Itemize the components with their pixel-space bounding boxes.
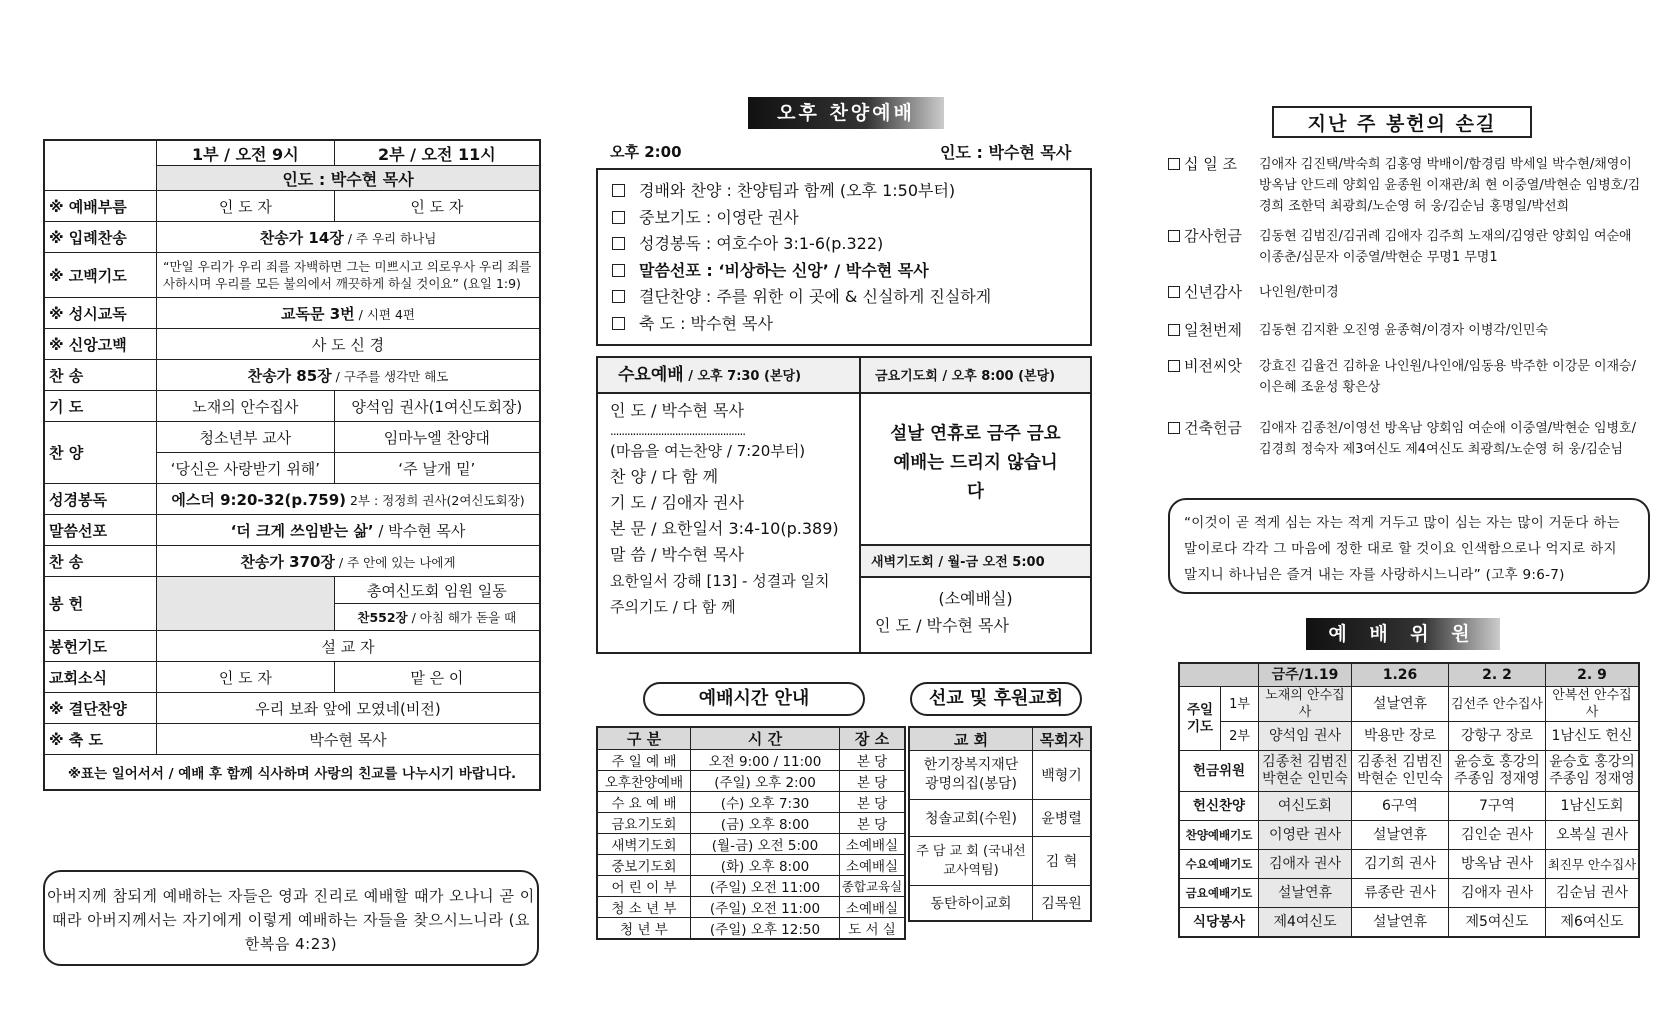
row-reading (44, 484, 540, 515)
cell: 소예배실 (840, 897, 906, 918)
afternoon-program (596, 168, 1092, 346)
cell (1545, 751, 1639, 792)
cell: ‘당신은 사랑받기 위해’ (157, 453, 335, 484)
row-label: 찬 송 (44, 360, 157, 391)
row-label: ※ 성시교독 (44, 298, 157, 329)
table-row (1179, 908, 1639, 938)
wednesday-title: 수요예배 (618, 365, 684, 385)
dawn-place: (소예배실) (938, 589, 1013, 608)
sermon-title: ‘더 크게 쓰임받는 삶’ (230, 521, 374, 540)
cell: 백형기 (1033, 751, 1092, 800)
checkbox-icon (1168, 360, 1180, 372)
cell (334, 604, 540, 631)
col-header: 장 소 (840, 727, 906, 750)
row-label: 봉헌기도 (44, 631, 157, 662)
row-label: 찬양예배기도 (1179, 821, 1258, 850)
reader: 2부 : 정정희 권사(2여신도회장) (345, 492, 525, 508)
cell: 방옥남 권사 (1448, 850, 1545, 879)
cell (1448, 751, 1545, 792)
offering-names: 김애자 김종천/이영선 방옥남 양회임 여순애 이중열/박현순 임병호/김경희 정숙자 제3여신도 제4여신도 최광희/노순영 허 웅/김순님 (1259, 421, 1636, 457)
date-header: 1.26 (1351, 663, 1448, 687)
mission-title: 선교 및 후원교회 (910, 682, 1082, 716)
program-text: 축 도 : 박수현 목사 (639, 313, 773, 333)
offering-row-building (1168, 418, 1648, 460)
cell: 청 소 년 부 (597, 897, 691, 918)
scripture-box-right: “이것이 곧 적게 심는 자는 적게 거두고 많이 심는 자는 많이 거둔다 하는 말이로다 각각 그 마음에 정한 대로 할 것이요 인색함으로나 억지로 하지 말지니 하나님은 즐겨 내는 자를 사랑하시느니라” (고후 9:6-7) (1168, 498, 1650, 594)
row-label: ※ 축 도 (44, 724, 157, 755)
cell: (금) 오후 8:00 (691, 813, 840, 834)
friday-title: 금요기도회 (875, 369, 938, 384)
checkbox-icon (612, 211, 625, 224)
program-item (612, 311, 1076, 338)
worship-order-table (43, 139, 541, 791)
hymn-number: 찬송가 85장 (247, 366, 332, 385)
cell: 인 도 자 (157, 662, 335, 693)
program-item (612, 178, 1076, 205)
table-row (1179, 751, 1639, 792)
row-label: 헌신찬양 (1179, 792, 1258, 821)
offering-row-thousand (1168, 320, 1648, 341)
offering-label (1168, 320, 1242, 341)
offering-label-text: 건축헌금 (1184, 419, 1242, 437)
cell: (주일) 오후 2:00 (691, 771, 840, 792)
cell: 한기장복지재단 광명의집(봉담) (909, 751, 1033, 800)
cell: 오복실 권사 (1545, 821, 1639, 850)
wednesday-header (598, 358, 859, 394)
checkbox-icon (612, 237, 625, 250)
friday-notice: 설날 연휴로 금주 금요예배는 드리지 않습니다 (890, 424, 1061, 502)
cell: 수 요 예 배 (597, 792, 691, 813)
table-row (1179, 792, 1639, 821)
wednesday-line: 말 씀 / 박수현 목사 (610, 545, 744, 564)
row-label: 성경봉독 (44, 484, 157, 515)
program-text: 경배와 찬양 : 찬양팀과 함께 (오후 1:50부터) (639, 181, 956, 200)
row-poem (44, 298, 540, 329)
offering-row-newyear (1168, 282, 1648, 303)
cell: 맡 은 이 (334, 662, 540, 693)
offering-row-thanks (1168, 226, 1648, 268)
staff-title: 예 배 위 원 (1306, 618, 1500, 650)
cell (157, 360, 541, 391)
checkbox-icon (1168, 286, 1180, 298)
cell: 종합교육실 (840, 876, 906, 897)
cell: 노재의 안수집사 (157, 391, 335, 422)
program-text: 말씀선포 : ‘비상하는 신앙’ / 박수현 목사 (639, 260, 929, 280)
offering-label-text: 신년감사 (1184, 283, 1242, 301)
cell: 1남신도회 (1545, 792, 1639, 821)
table-row (597, 834, 905, 855)
offering-label (1168, 282, 1242, 303)
row-label: ※ 예배부름 (44, 191, 157, 222)
row-label: 수요예배기도 (1179, 850, 1258, 879)
dawn-leader: 인 도 / 박수현 목사 (875, 616, 1009, 635)
wednesday-time: / 오후 7:30 (본당) (683, 369, 802, 384)
cell: 오전 9:00 / 11:00 (691, 750, 840, 771)
cell: 청소년부 교사 (157, 422, 335, 453)
wednesday-line: 찬 양 / 다 함 께 (610, 467, 719, 486)
cell: 제5여신도 (1448, 908, 1545, 938)
service-1-header: 1부 / 오전 9시 (157, 140, 335, 166)
cell: 우리 보좌 앞에 모였네(비전) (157, 693, 541, 724)
date-header: 금주/1.19 (1258, 663, 1351, 687)
hymn-title: / 주 우리 하나님 (343, 230, 437, 246)
cell: (수) 오후 7:30 (691, 792, 840, 813)
row-label: 찬 송 (44, 546, 157, 577)
afternoon-time: 오후 2:00 (610, 143, 682, 161)
cell-line: 박현순 인민숙 (1357, 771, 1443, 787)
table-row (909, 751, 1091, 800)
col-header: 구 분 (597, 727, 691, 750)
program-item (612, 231, 1076, 258)
table-row (1179, 687, 1639, 722)
checkbox-icon (612, 290, 625, 303)
row-hymn2 (44, 546, 540, 577)
wednesday-line: 인 도 / 박수현 목사 (610, 401, 744, 420)
offering-label (1168, 226, 1242, 247)
date-header: 2. 9 (1545, 663, 1639, 687)
cell: 류종란 권사 (1351, 879, 1448, 908)
cell: 박수현 목사 (157, 724, 541, 755)
offering-label (1168, 356, 1242, 377)
cell: 본 당 (840, 813, 906, 834)
cell: 설 교 자 (157, 631, 541, 662)
wednesday-column (598, 358, 861, 652)
cell: 중보기도회 (597, 855, 691, 876)
cell: 새벽기도회 (597, 834, 691, 855)
row-call (44, 191, 540, 222)
cell: 김목원 (1033, 886, 1092, 922)
cell: 도 서 실 (840, 918, 906, 940)
cell: 7구역 (1448, 792, 1545, 821)
cell (1351, 751, 1448, 792)
hymn-title: / 주 안에 있는 나에게 (334, 554, 456, 570)
wednesday-body (598, 394, 859, 624)
table-row (1179, 850, 1639, 879)
cell: 설날연휴 (1351, 687, 1448, 722)
offering-label-text: 감사헌금 (1184, 227, 1242, 245)
sub-label: 1부 (1221, 687, 1259, 722)
cell (157, 298, 541, 329)
cell: 이영란 권사 (1258, 821, 1351, 850)
row-creed (44, 329, 540, 360)
cell: 최진무 안수집사 (1545, 850, 1639, 879)
row-news (44, 662, 540, 693)
cell: 동탄하이교회 (909, 886, 1033, 922)
offering-row-vision (1168, 356, 1648, 398)
cell: (월-금) 오전 5:00 (691, 834, 840, 855)
program-text: 중보기도 : 이영란 권사 (639, 207, 799, 227)
offering-names: 김동현 김범진/김귀례 김애자 김주희 노재의/김영란 양회임 여순애 이종춘/심문자 이중열/박현순 무명1 무명1 (1259, 229, 1632, 265)
cell: 설날연휴 (1258, 879, 1351, 908)
checkbox-icon (612, 264, 625, 277)
cell: (주일) 오전 11:00 (691, 876, 840, 897)
hymn-title: / 아침 해가 돋을 때 (407, 610, 517, 625)
cell: 제4여신도 (1258, 908, 1351, 938)
cell: 안복선 안수집사 (1545, 687, 1639, 722)
row-label: 기 도 (44, 391, 157, 422)
empty-cell (157, 577, 335, 631)
confession-text: “만일 우리가 우리 죄를 자백하면 그는 미쁘시고 의로우사 우리 죄를 사하시며 우리를 모든 불의에서 깨끗하게 하실 것이요” (요일 1:9) (157, 253, 541, 298)
table-row (597, 897, 905, 918)
scripture-box-left: 아버지께 참되게 예배하는 자들은 영과 진리로 예배할 때가 오나니 곧 이 때라 아버지께서는 자기에게 이렇게 예배하는 자들을 찾으시느니라 (요한복음 4:23) (43, 870, 539, 966)
row-closing-hymn (44, 693, 540, 724)
cell: 본 당 (840, 750, 906, 771)
cell-line: 주종임 정재영 (1549, 771, 1635, 787)
row-label: 헌금위원 (1179, 751, 1258, 792)
row-sermon (44, 515, 540, 546)
wednesday-line: 요한일서 강해 [13] - 성결과 일치 (610, 572, 830, 590)
cell: 사 도 신 경 (157, 329, 541, 360)
cell: 1남신도 헌신 (1545, 722, 1639, 751)
offering-label-text: 십 일 조 (1184, 155, 1238, 173)
cell: 6구역 (1351, 792, 1448, 821)
row-label: ※ 결단찬양 (44, 693, 157, 724)
header-row (1179, 663, 1639, 687)
row-label: ※ 신앙고백 (44, 329, 157, 360)
cell-line: 김종천 김범진 (1262, 754, 1348, 770)
offering-names: 강효진 김율건 김하윤 나인원/나인애/임동용 박주한 이강문 이재승/이은혜 조윤성 황은상 (1259, 359, 1636, 395)
corner-cell (1179, 663, 1258, 687)
afternoon-title: 오후 찬양예배 (748, 97, 944, 129)
program-text: 성경봉독 : 여호수아 3:1-6(p.322) (639, 234, 884, 253)
cell: 김애자 권사 (1448, 879, 1545, 908)
cell: 주 일 예 배 (597, 750, 691, 771)
row-label: 교회소식 (44, 662, 157, 693)
wednesday-line: 기 도 / 김애자 권사 (610, 493, 744, 512)
checkbox-icon (612, 317, 625, 330)
offerings-title: 지난 주 봉헌의 손길 (1272, 106, 1532, 138)
row-label: 주일 기도 (1179, 687, 1221, 751)
table-row (1179, 879, 1639, 908)
cell: ‘주 날개 밑’ (334, 453, 540, 484)
friday-time: / 오후 8:00 (본당) (937, 369, 1056, 384)
row-benediction (44, 724, 540, 755)
table-row (1179, 722, 1639, 751)
col-header: 교 회 (909, 727, 1033, 751)
leader-line: 인도 : 박수현 목사 (157, 166, 541, 191)
offering-row-tithe (1168, 154, 1648, 217)
cell (157, 222, 541, 253)
cell: 주 담 교 회 (국내선교사역팀) (909, 837, 1033, 886)
row-label: 식당봉사 (1179, 908, 1258, 938)
checkbox-icon (612, 184, 625, 197)
cell: 김순님 권사 (1545, 879, 1639, 908)
row-label: 찬 양 (44, 422, 157, 484)
cell: 김선주 안수집사 (1448, 687, 1545, 722)
cell (157, 484, 541, 515)
offering-label-text: 비전씨앗 (1184, 357, 1242, 375)
offering-names: 김동현 김지환 오진영 윤종혁/이경자 이병각/인민숙 (1259, 323, 1549, 338)
cell: 인 도 자 (334, 191, 540, 222)
row-label: ※ 입례찬송 (44, 222, 157, 253)
cell: 김기희 권사 (1351, 850, 1448, 879)
cell: 청솔교회(수원) (909, 800, 1033, 837)
cell: 어 린 이 부 (597, 876, 691, 897)
table-row (1179, 821, 1639, 850)
footnote: ※표는 일어서서 / 예배 후 함께 식사하며 사랑의 친교를 나누시기 바랍니다. (44, 755, 540, 791)
cell: 양석임 권사 (1258, 722, 1351, 751)
cell: (주일) 오전 11:00 (691, 897, 840, 918)
dawn-title: 새벽기도회 (871, 555, 934, 570)
cell: 설날연휴 (1351, 821, 1448, 850)
cell (157, 515, 541, 546)
cell-line: 윤승호 홍강의 (1454, 754, 1540, 770)
reading-title: / 시편 4편 (354, 306, 415, 322)
cell-line: 박현순 인민숙 (1262, 771, 1348, 787)
cell: 윤병렬 (1033, 800, 1092, 837)
table-row (597, 918, 905, 940)
wednesday-line: (마음을 여는찬양 / 7:20부터) (610, 442, 806, 460)
cell: 강항구 장로 (1448, 722, 1545, 751)
cell: 김 혁 (1033, 837, 1092, 886)
mission-table (908, 726, 1092, 922)
offering-names: 김애자 김진택/박숙희 김홍영 박배이/함경림 박세일 박수현/채영이 방옥남 안드레 양회임 윤종원 이재관/최 현 이중열/박현순 임병호/김경희 조한덕 최광희/노순영 허 웅/김순님 홍명일/박선희 (1259, 157, 1641, 214)
service-2-header: 2부 / 오전 11시 (334, 140, 540, 166)
row-label: 금요예배기도 (1179, 879, 1258, 908)
dotted-divider: ................................................ (610, 424, 746, 438)
midweek-services (596, 356, 1092, 654)
checkbox-icon (1168, 324, 1180, 336)
row-label: 봉 헌 (44, 577, 157, 631)
table-row (597, 876, 905, 897)
cell: 본 당 (840, 771, 906, 792)
cell: 본 당 (840, 792, 906, 813)
cell: 노재의 안수집사 (1258, 687, 1351, 722)
preacher: / 박수현 목사 (373, 521, 466, 540)
cell: 제6여신도 (1545, 908, 1639, 938)
hymn-title: / 구주를 생각만 해도 (331, 368, 449, 384)
row-offering-prayer (44, 631, 540, 662)
row-hymn-entry (44, 222, 540, 253)
table-row (597, 792, 905, 813)
checkbox-icon (1168, 158, 1180, 170)
cell (1258, 751, 1351, 792)
program-item (612, 284, 1076, 311)
row-offering (44, 577, 540, 604)
row-confession (44, 253, 540, 298)
hymn-number: 찬송가 370장 (240, 552, 335, 571)
cell: 박용만 장로 (1351, 722, 1448, 751)
cell: 총여신도회 임원 일동 (334, 577, 540, 604)
cell: 인 도 자 (157, 191, 335, 222)
col-header: 시 간 (691, 727, 840, 750)
row-prayer (44, 391, 540, 422)
program-item (612, 258, 1076, 285)
program-text: 결단찬양 : 주를 위한 이 곳에 & 신실하게 진실하게 (639, 287, 992, 306)
corner-cell (44, 140, 157, 191)
offering-names: 나인원/한미경 (1259, 285, 1339, 300)
cell: (주일) 오후 12:50 (691, 918, 840, 940)
table-row (597, 855, 905, 876)
friday-header (861, 358, 1090, 394)
cell: 임마누엘 찬양대 (334, 422, 540, 453)
offering-label (1168, 154, 1237, 175)
col-header: 목회자 (1033, 727, 1092, 751)
cell: 여신도회 (1258, 792, 1351, 821)
cell: 소예배실 (840, 834, 906, 855)
table-row (597, 771, 905, 792)
cell: 설날연휴 (1351, 908, 1448, 938)
row-label: 말씀선포 (44, 515, 157, 546)
cell: 김애자 권사 (1258, 850, 1351, 879)
program-item (612, 205, 1076, 232)
table-row (909, 886, 1091, 922)
cell: 양석임 권사(1여신도회장) (334, 391, 540, 422)
schedule-table (596, 726, 906, 940)
dawn-time: / 월-금 오전 5:00 (933, 555, 1045, 570)
cell-line: 윤승호 홍강의 (1549, 754, 1635, 770)
cell: (화) 오후 8:00 (691, 855, 840, 876)
cell: 소예배실 (840, 855, 906, 876)
table-row (597, 813, 905, 834)
cell-line: 김종천 김범진 (1357, 754, 1443, 770)
cell: 청 년 부 (597, 918, 691, 940)
date-header: 2. 2 (1448, 663, 1545, 687)
cell (157, 546, 541, 577)
row-praise (44, 422, 540, 453)
row-hymn (44, 360, 540, 391)
staff-table (1178, 662, 1640, 938)
wednesday-line: 주의기도 / 다 함 께 (610, 598, 736, 616)
checkbox-icon (1168, 230, 1180, 242)
reading-number: 교독문 3번 (281, 304, 355, 323)
table-row (597, 750, 905, 771)
dawn-header (861, 544, 1090, 578)
cell: 오후찬양예배 (597, 771, 691, 792)
row-label: ※ 고백기도 (44, 253, 157, 298)
hymn-number: 찬552장 (357, 610, 408, 625)
checkbox-icon (1168, 422, 1180, 434)
cell: 금요기도회 (597, 813, 691, 834)
wednesday-line: 본 문 / 요한일서 3:4-10(p.389) (610, 519, 839, 538)
table-row (909, 800, 1091, 837)
friday-column (861, 358, 1090, 636)
offering-label-text: 일천번제 (1184, 321, 1242, 339)
afternoon-leader: 인도 : 박수현 목사 (940, 143, 1072, 162)
hymn-number: 찬송가 14장 (259, 228, 344, 247)
cell: 김인순 권사 (1448, 821, 1545, 850)
bible-passage: 에스더 9:20-32(p.759) (171, 490, 346, 509)
sub-label: 2부 (1221, 722, 1259, 751)
cell-line: 주종임 정재영 (1454, 771, 1540, 787)
table-row (909, 837, 1091, 886)
schedule-title: 예배시간 안내 (643, 682, 865, 716)
offering-label (1168, 418, 1242, 439)
